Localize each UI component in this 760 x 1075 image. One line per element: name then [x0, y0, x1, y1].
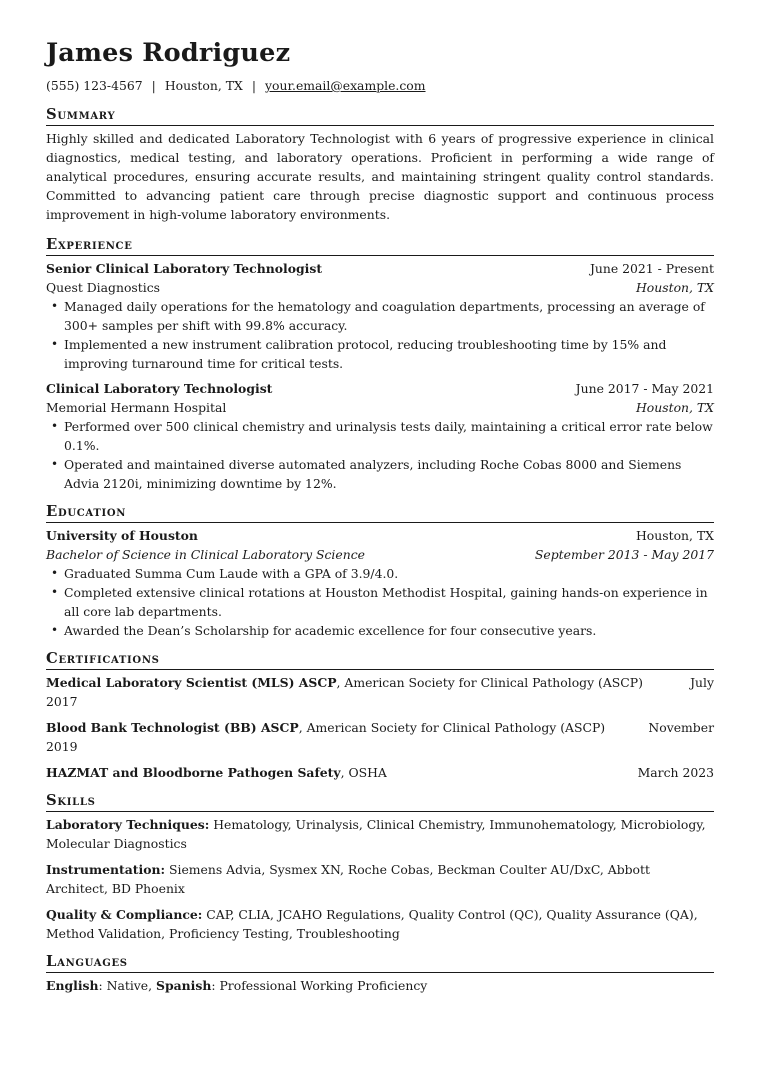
certification-date-wrap: 2017	[46, 694, 78, 709]
certification-date: November	[648, 720, 714, 735]
education-bullets	[46, 564, 714, 640]
contact-line	[46, 77, 714, 95]
skill-label: Quality & Compliance:	[46, 907, 203, 922]
school-location: Houston, TX	[636, 528, 714, 543]
education-dates: September 2013 - May 2017	[534, 547, 714, 562]
section-title-experience: Experience	[46, 236, 714, 256]
certifications-section	[46, 650, 714, 782]
bullet-item: • Performed over 500 clinical chemistry and urinalysis tests daily, maintaining a critical error rate below 0.1%.	[64, 417, 714, 455]
experience-section	[46, 236, 714, 493]
job-title: Clinical Laboratory Technologist	[46, 381, 273, 396]
skill-values: Hematology, Urinalysis, Clinical Chemistry, Immunohematology, Microbiology, Molecular Diagnostics	[46, 817, 706, 851]
job-location: Houston, TX	[636, 400, 714, 415]
certification-name: Medical Laboratory Scientist (MLS) ASCP	[46, 675, 337, 690]
company-name: Quest Diagnostics	[46, 280, 161, 295]
candidate-name: James Rodriguez	[46, 38, 291, 68]
job-title: Senior Clinical Laboratory Technologist	[46, 261, 323, 276]
job-entry	[46, 379, 714, 493]
phone-number: (555) 123-4567	[46, 78, 143, 93]
summary-text: Highly skilled and dedicated Laboratory Technologist with 6 years of progressive experience in clinical diagnostics, medical testing, and laboratory operations. Proficient in performing a wide range of analytical procedures, ensuring accurate results, and maintaining stringent quality control standards. Committed to advancing patient care through precise diagnostic support and continuous process improvement in high-volume laboratory environments.	[46, 131, 714, 222]
certification-name: Blood Bank Technologist (BB) ASCP	[46, 720, 299, 735]
job-bullets	[46, 297, 714, 373]
language-name: English	[46, 978, 99, 993]
language-name: Spanish	[156, 978, 212, 993]
separator: |	[251, 78, 257, 93]
skill-group	[46, 815, 714, 853]
section-title-skills: Skills	[46, 792, 714, 812]
degree-name: Bachelor of Science in Clinical Laboratory Science	[46, 547, 365, 562]
certification-issuer: , American Society for Clinical Pathology (ASCP)	[336, 675, 643, 690]
job-dates: June 2021 - Present	[589, 261, 714, 276]
bullet-item: • Awarded the Dean’s Scholarship for academic excellence for four consecutive years.	[64, 621, 714, 640]
languages-section	[46, 953, 714, 995]
skill-group	[46, 905, 714, 943]
language-level: : Professional Working Proficiency	[211, 978, 428, 993]
languages-line	[46, 976, 714, 995]
section-title-education: Education	[46, 503, 714, 523]
certification-date: March 2023	[637, 765, 714, 780]
certification-date-wrap: 2019	[46, 739, 78, 754]
education-section	[46, 503, 714, 640]
certification-name: HAZMAT and Bloodborne Pathogen Safety	[46, 765, 341, 780]
job-entry	[46, 259, 714, 373]
certification-issuer: , American Society for Clinical Pathology (ASCP)	[298, 720, 606, 735]
bullet-item: • Implemented a new instrument calibration protocol, reducing troubleshooting time by 15% and improving turnaround time for critical tests.	[64, 335, 714, 373]
bullet-item: • Operated and maintained diverse automated analyzers, including Roche Cobas 8000 and Siemens Advia 2120i, minimizing downtime by 12%.	[64, 455, 714, 493]
bullet-item: • Completed extensive clinical rotations at Houston Methodist Hospital, gaining hands-on experience in all core lab departments.	[64, 583, 714, 621]
skill-group	[46, 860, 714, 898]
skill-label: Instrumentation:	[46, 862, 166, 877]
email-link[interactable]: your.email@example.com	[265, 78, 426, 93]
school-name: University of Houston	[46, 528, 198, 543]
job-location: Houston, TX	[636, 280, 714, 295]
section-title-summary: Summary	[46, 106, 714, 126]
certification-date: July	[690, 675, 714, 690]
certification-item	[46, 763, 714, 782]
location-text: Houston, TX	[164, 78, 243, 93]
certification-issuer: , OSHA	[340, 765, 387, 780]
skill-values: CAP, CLIA, JCAHO Regulations, Quality Control (QC), Quality Assurance (QA), Method Validation, Proficiency Testing, Troubleshooting	[46, 907, 698, 941]
job-bullets	[46, 417, 714, 493]
job-dates: June 2017 - May 2021	[575, 381, 714, 396]
skills-section	[46, 792, 714, 943]
skill-values: Siemens Advia, Sysmex XN, Roche Cobas, Beckman Coulter AU/DxC, Abbott Architect, BD Phoenix	[46, 862, 650, 896]
bullet-item: • Graduated Summa Cum Laude with a GPA of 3.9/4.0.	[64, 564, 714, 583]
company-name: Memorial Hermann Hospital	[46, 400, 227, 415]
certification-item	[46, 718, 714, 756]
bullet-item: • Managed daily operations for the hematology and coagulation departments, processing an average of 300+ samples per shift with 99.8% accuracy.	[64, 297, 714, 335]
certification-item	[46, 673, 714, 711]
language-level: : Native,	[98, 978, 157, 993]
summary-section	[46, 106, 714, 224]
section-title-languages: Languages	[46, 953, 714, 973]
section-title-certifications: Certifications	[46, 650, 714, 670]
education-entry	[46, 526, 714, 640]
resume-page	[46, 36, 714, 995]
separator: |	[151, 78, 156, 93]
skill-label: Laboratory Techniques:	[46, 817, 210, 832]
